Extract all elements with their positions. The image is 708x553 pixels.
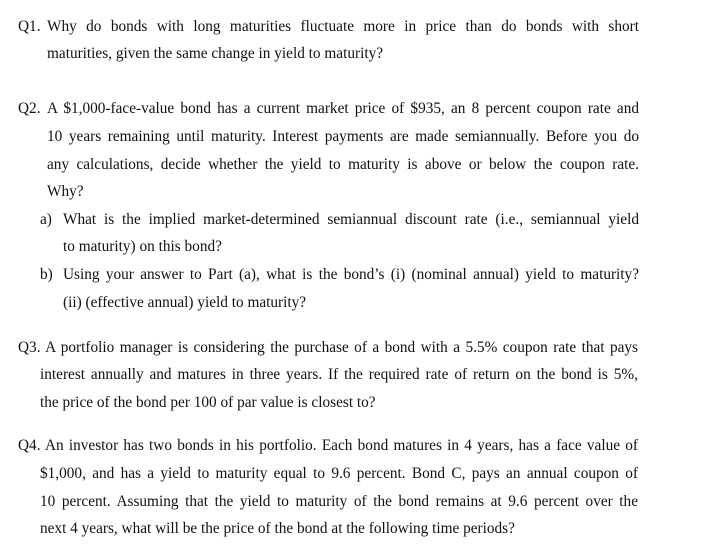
sub-question-text-line: Using your answer to Part (a), what is the bond’s (i) (nominal annual) yield to maturity?: [63, 266, 639, 283]
question-text-line: the price of the bond per 100 of par value is closest to?: [40, 394, 376, 411]
question-text-line: maturities, given the same change in yield to maturity?: [47, 45, 384, 62]
sub-question-text-line: (ii) (effective annual) yield to maturity?: [63, 294, 307, 311]
question-text-line: any calculations, decide whether the yield to maturity is above or below the coupon rate.: [47, 156, 639, 173]
question-number: Q1.: [18, 18, 41, 35]
question-text-line: 10 percent. Assuming that the yield to maturity of the bond remains at 9.6 percent over the: [40, 493, 638, 510]
question-text-line: 10 years remaining until maturity. Interest payments are made semiannually. Before you do: [47, 128, 639, 145]
question-text-line: Q4. An investor has two bonds in his portfolio. Each bond matures in 4 years, has a face value of: [18, 437, 639, 454]
question-text-line: $1,000, and has a yield to maturity equal to 9.6 percent. Bond C, pays an annual coupon of: [40, 465, 638, 482]
question-number: Q3.: [18, 339, 41, 356]
question-number: Q2.: [18, 100, 41, 117]
sub-question-text-line: What is the implied market-determined semiannual discount rate (i.e., semiannual yield: [63, 211, 639, 228]
sub-question-label: b): [40, 266, 53, 283]
question-text-line: interest annually and matures in three years. If the required rate of return on the bond is 5%,: [40, 366, 638, 383]
question-number: Q4.: [18, 437, 41, 454]
question-text-line: next 4 years, what will be the price of the bond at the following time periods?: [40, 520, 515, 537]
sub-question-label: a): [40, 211, 52, 228]
sub-question-text-line: to maturity) on this bond?: [63, 238, 222, 255]
question-text-line: A $1,000-face-value bond has a current market price of $935, an 8 percent coupon rate and: [47, 100, 639, 117]
question-text-line: Why do bonds with long maturities fluctuate more in price than do bonds with short: [47, 18, 639, 35]
question-text-line: Why?: [47, 183, 84, 200]
question-text-line: Q3. A portfolio manager is considering the purchase of a bond with a 5.5% coupon rate that pays: [18, 339, 638, 356]
